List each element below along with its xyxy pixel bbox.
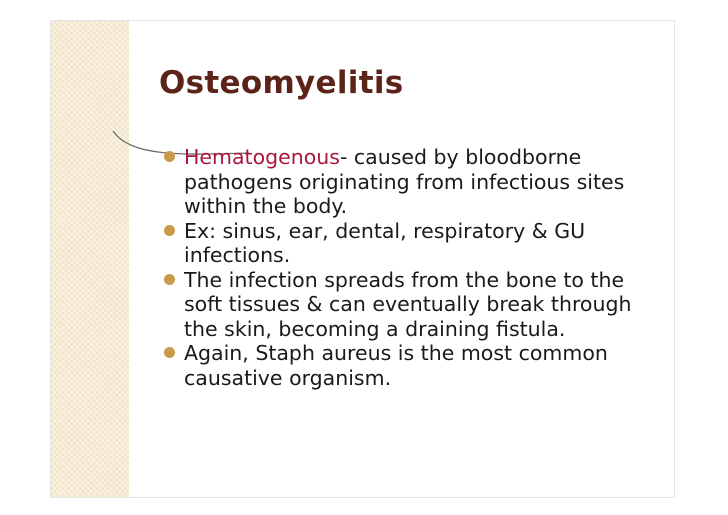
bullet-text: Ex: sinus, ear, dental, respiratory & GU infections. [184,218,586,267]
bullet-text: - caused by bloodborne pathogens originating from infectious sites within the body. [184,145,625,218]
bullet-item [163,268,668,342]
bullet-highlight: Hematogenous [184,145,340,169]
bullet-text: Again, Staph aureus is the most common causative organism. [184,341,608,390]
bullet-dot-icon [164,347,175,358]
bullet-dot-icon [164,151,175,162]
bullet-list [163,145,668,390]
bullet-dot-icon [164,225,175,236]
bullet-text: The infection spreads from the bone to the soft tissues & can eventually break through the skin, becoming a draining fistula. [184,267,632,341]
slide-title: Osteomyelitis [159,65,404,101]
slide [50,20,675,498]
bullet-item [163,145,668,219]
bullet-item [163,341,668,390]
bullet-item [163,219,668,268]
bullet-dot-icon [164,274,175,285]
decorative-stripe [51,21,129,497]
